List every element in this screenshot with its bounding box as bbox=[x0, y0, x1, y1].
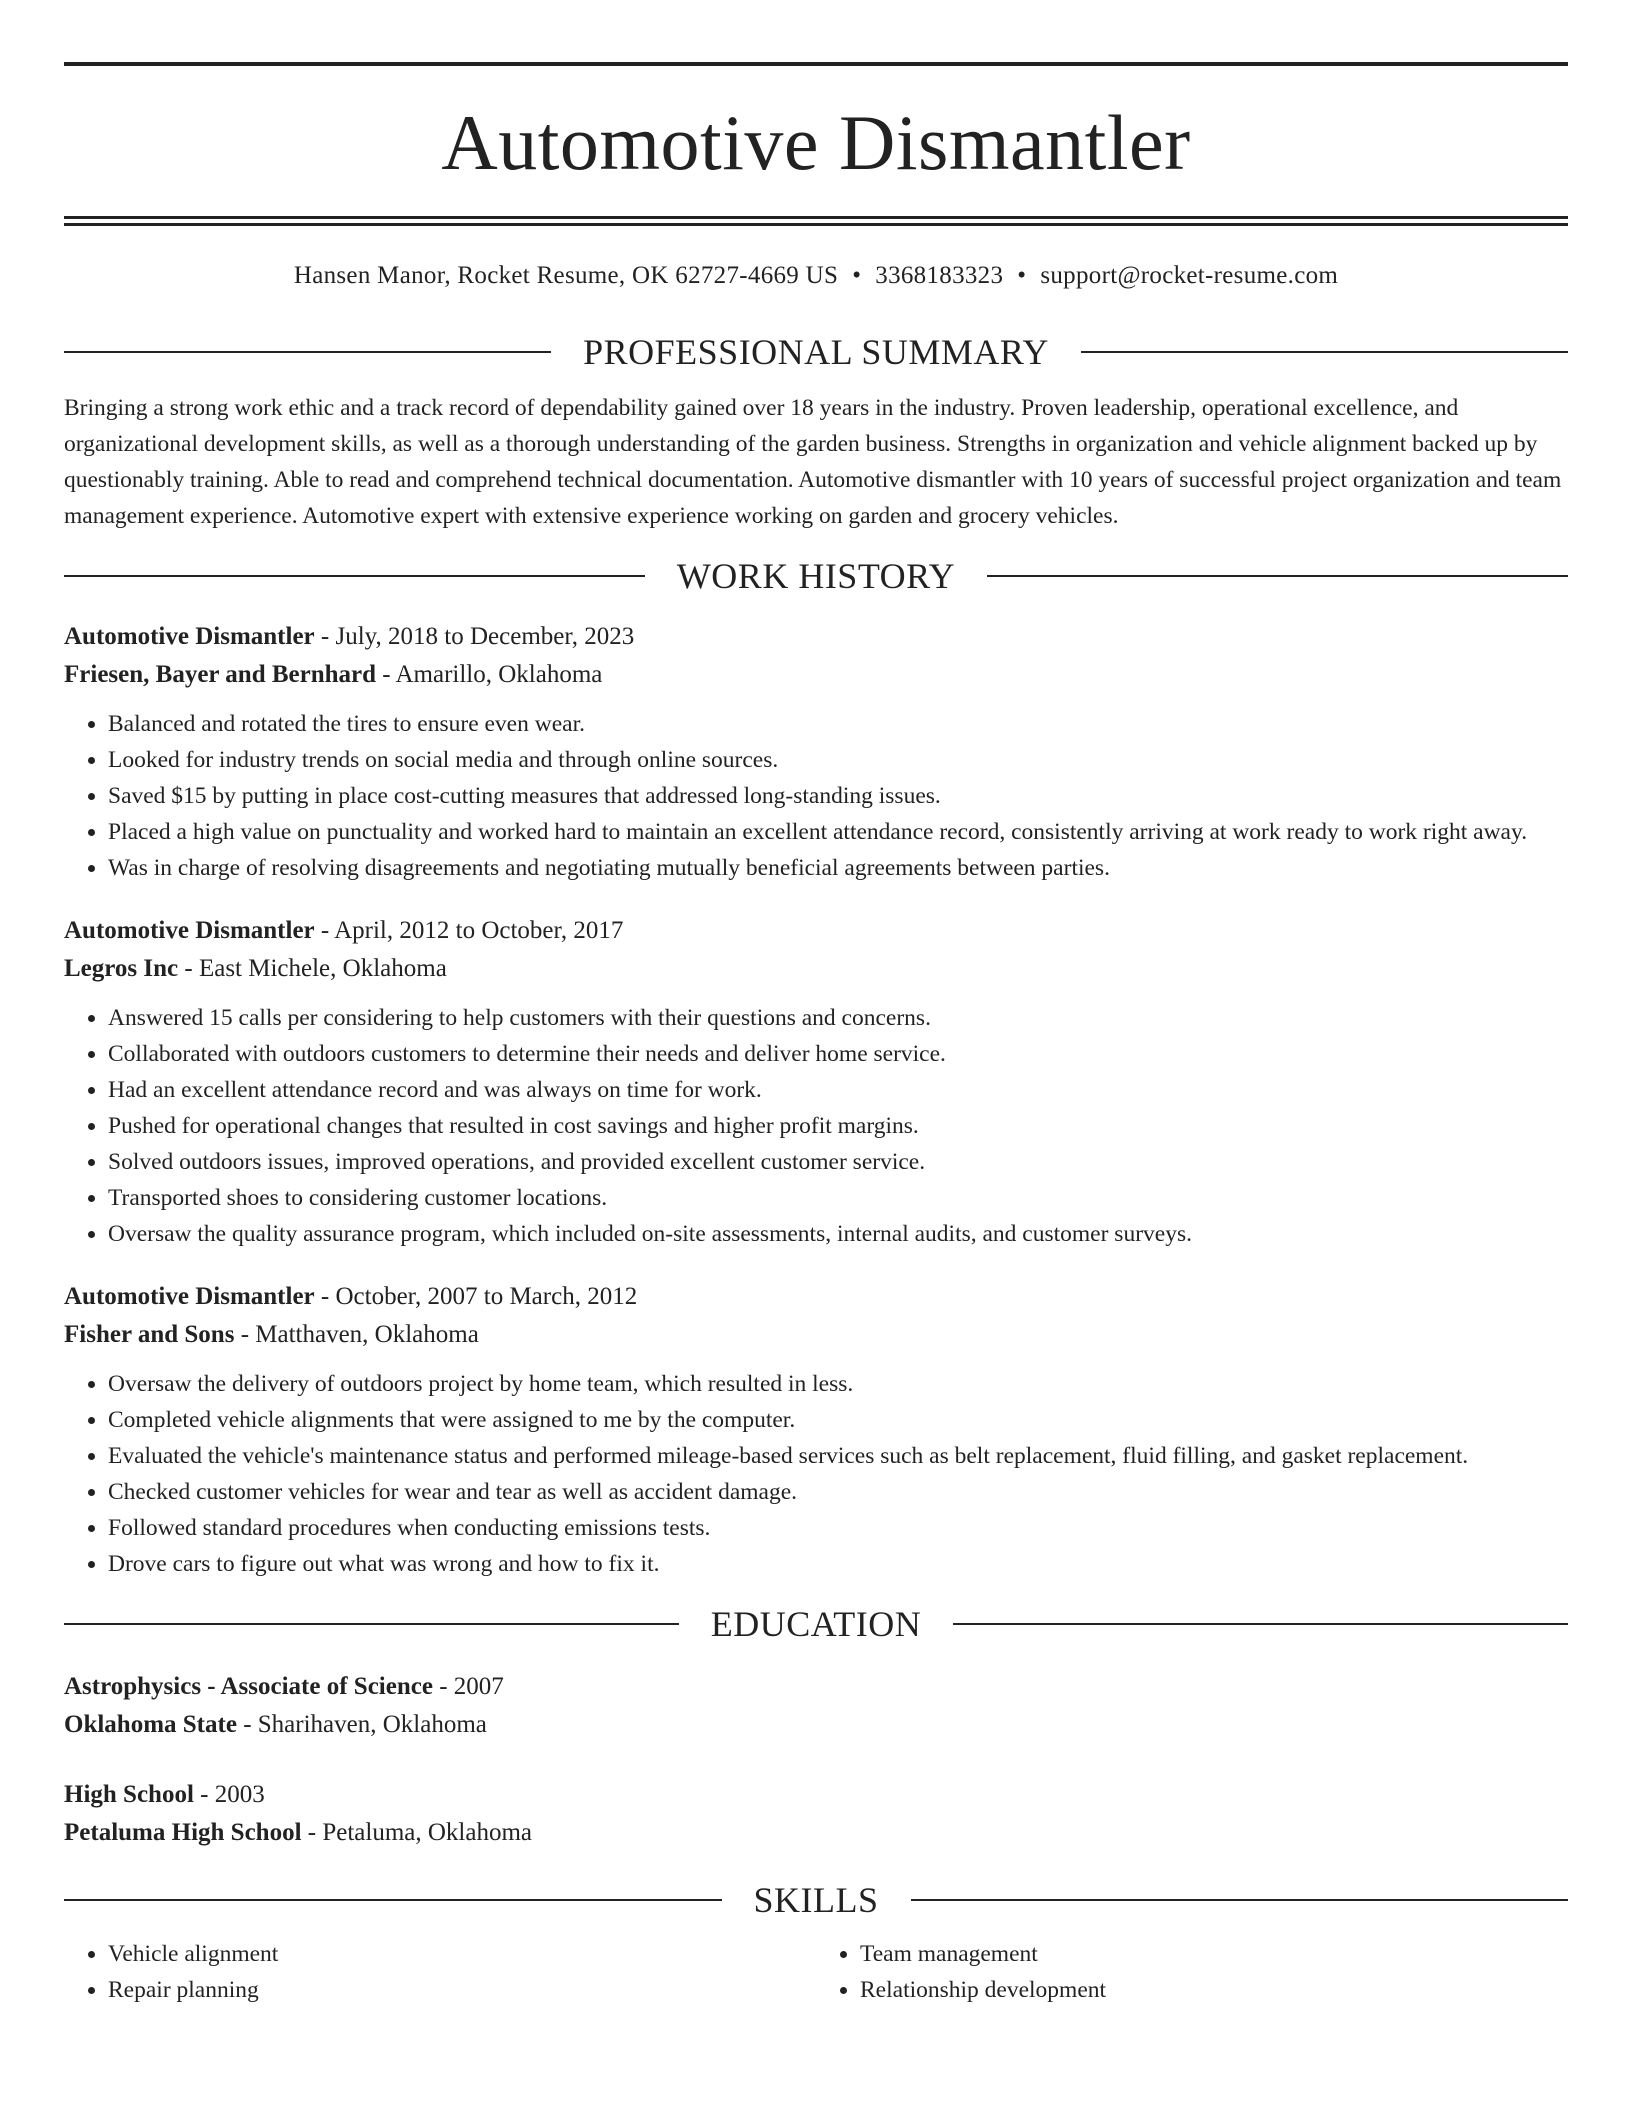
divider-line bbox=[64, 1623, 679, 1625]
education-entry bbox=[64, 1668, 1568, 1744]
job-bullets bbox=[64, 1366, 1568, 1582]
divider-line bbox=[64, 1899, 722, 1901]
job-location: - Amarillo, Oklahoma bbox=[376, 661, 603, 688]
list-item: • Was in charge of resolving disagreements and negotiating mutually beneficial agreements between parties. bbox=[108, 850, 1568, 886]
school-line bbox=[64, 1814, 1568, 1852]
divider-line bbox=[64, 351, 551, 353]
list-item: • Balanced and rotated the tires to ensure even wear. bbox=[108, 706, 1568, 742]
divider-line bbox=[1081, 351, 1568, 353]
list-item: • Evaluated the vehicle's maintenance status and performed mileage-based services such as belt replacement, fluid filling, and gasket replacement. bbox=[108, 1438, 1568, 1474]
divider-line bbox=[987, 575, 1568, 577]
summary-title: PROFESSIONAL SUMMARY bbox=[583, 332, 1049, 372]
divider-line bbox=[953, 1623, 1568, 1625]
job-company: Friesen, Bayer and Bernhard bbox=[64, 661, 377, 688]
contact-phone: 3368183323 bbox=[875, 262, 1004, 289]
education-location: - Petaluma, Oklahoma bbox=[301, 1819, 533, 1846]
skills-title: SKILLS bbox=[753, 1880, 879, 1920]
list-item: • Placed a high value on punctuality and worked hard to maintain an excellent attendance record, consistently arriving at work ready to work right away. bbox=[108, 814, 1568, 850]
contact-address: Hansen Manor, Rocket Resume, OK 62727-4669 US bbox=[293, 262, 839, 289]
job-bullets bbox=[64, 706, 1568, 886]
list-item: • Had an excellent attendance record and was always on time for work. bbox=[108, 1072, 1568, 1108]
job-role: Automotive Dismantler bbox=[64, 1283, 315, 1310]
job-dates: - April, 2012 to October, 2017 bbox=[314, 917, 624, 944]
resume-name: Automotive Dismantler bbox=[441, 99, 1191, 186]
job-title-line bbox=[64, 912, 1568, 950]
list-item: • Answered 15 calls per considering to help customers with their questions and concerns. bbox=[108, 1000, 1568, 1036]
job-title-line bbox=[64, 1278, 1568, 1316]
work-history bbox=[64, 618, 1568, 1582]
job-location: - Matthaven, Oklahoma bbox=[234, 1321, 479, 1348]
skills-right-list bbox=[816, 1936, 1568, 2008]
job-dates: - October, 2007 to March, 2012 bbox=[314, 1283, 638, 1310]
education-year: - 2003 bbox=[193, 1781, 265, 1808]
job-entry bbox=[64, 618, 1568, 886]
job-company: Legros Inc bbox=[64, 955, 179, 982]
separator-dot: • bbox=[1017, 262, 1027, 289]
double-rule bbox=[64, 216, 1568, 226]
education-year: - 2007 bbox=[432, 1673, 504, 1700]
job-role: Automotive Dismantler bbox=[64, 623, 315, 650]
list-item: • Saved $15 by putting in place cost-cutting measures that addressed long-standing issues. bbox=[108, 778, 1568, 814]
list-item: • Pushed for operational changes that resulted in cost savings and higher profit margins. bbox=[108, 1108, 1568, 1144]
divider-line bbox=[64, 575, 645, 577]
school-line bbox=[64, 1706, 1568, 1744]
list-item: • Transported shoes to considering customer locations. bbox=[108, 1180, 1568, 1216]
list-item: • Collaborated with outdoors customers to determine their needs and deliver home service. bbox=[108, 1036, 1568, 1072]
list-item: • Completed vehicle alignments that were assigned to me by the computer. bbox=[108, 1402, 1568, 1438]
job-company: Fisher and Sons bbox=[64, 1321, 235, 1348]
education-list bbox=[64, 1668, 1568, 1852]
list-item: • Oversaw the quality assurance program, which included on-site assessments, internal audits, and customer surveys. bbox=[108, 1216, 1568, 1252]
skill-item: • Relationship development bbox=[860, 1972, 1568, 2008]
skill-item: • Vehicle alignment bbox=[108, 1936, 816, 1972]
separator-dot: • bbox=[852, 262, 862, 289]
job-company-line bbox=[64, 950, 1568, 988]
education-degree: High School bbox=[64, 1781, 194, 1808]
skills-section-header bbox=[64, 1880, 1568, 1920]
skill-item: • Repair planning bbox=[108, 1972, 816, 2008]
summary-text: Bringing a strong work ethic and a track record of dependability gained over 18 years in the industry. Proven leadership, operational excellence, and organizational development skills, as well as a thorough understanding of the garden business. Strengths in organization and vehicle alignment backed up by questionably training. Able to read and comprehend technical documentation. Automotive dismantler with 10 years of successful project organization and team management experience. Automotive expert with extensive experience working on garden and grocery vehicles. bbox=[64, 395, 1562, 529]
list-item: • Checked customer vehicles for wear and tear as well as accident damage. bbox=[108, 1474, 1568, 1510]
education-degree: Astrophysics - Associate of Science bbox=[64, 1673, 433, 1700]
job-role: Automotive Dismantler bbox=[64, 917, 315, 944]
skills-columns bbox=[64, 1936, 1568, 2008]
job-entry bbox=[64, 1278, 1568, 1582]
job-company-line bbox=[64, 1316, 1568, 1354]
list-item: • Drove cars to figure out what was wrong and how to fix it. bbox=[108, 1546, 1568, 1582]
work-section-header bbox=[64, 556, 1568, 596]
education-school: Oklahoma State bbox=[64, 1711, 237, 1738]
contact-line bbox=[64, 262, 1568, 290]
summary-section-header bbox=[64, 332, 1568, 372]
job-entry bbox=[64, 912, 1568, 1252]
degree-line bbox=[64, 1668, 1568, 1706]
education-title: EDUCATION bbox=[710, 1604, 922, 1644]
divider-line bbox=[911, 1899, 1569, 1901]
education-location: - Sharihaven, Oklahoma bbox=[236, 1711, 487, 1738]
job-dates: - July, 2018 to December, 2023 bbox=[314, 623, 635, 650]
work-title: WORK HISTORY bbox=[676, 556, 956, 596]
list-item: • Followed standard procedures when conducting emissions tests. bbox=[108, 1510, 1568, 1546]
job-company-line bbox=[64, 656, 1568, 694]
education-entry bbox=[64, 1776, 1568, 1852]
list-item: • Looked for industry trends on social media and through online sources. bbox=[108, 742, 1568, 778]
job-location: - East Michele, Oklahoma bbox=[178, 955, 447, 982]
list-item: • Solved outdoors issues, improved operations, and provided excellent customer service. bbox=[108, 1144, 1568, 1180]
contact-email: support@rocket-resume.com bbox=[1040, 262, 1339, 289]
top-rule bbox=[64, 62, 1568, 66]
skill-item: • Team management bbox=[860, 1936, 1568, 1972]
list-item: • Oversaw the delivery of outdoors project by home team, which resulted in less. bbox=[108, 1366, 1568, 1402]
degree-line bbox=[64, 1776, 1568, 1814]
job-bullets bbox=[64, 1000, 1568, 1252]
job-title-line bbox=[64, 618, 1568, 656]
education-school: Petaluma High School bbox=[64, 1819, 302, 1846]
education-section-header bbox=[64, 1604, 1568, 1644]
skills-left-list bbox=[64, 1936, 816, 2008]
